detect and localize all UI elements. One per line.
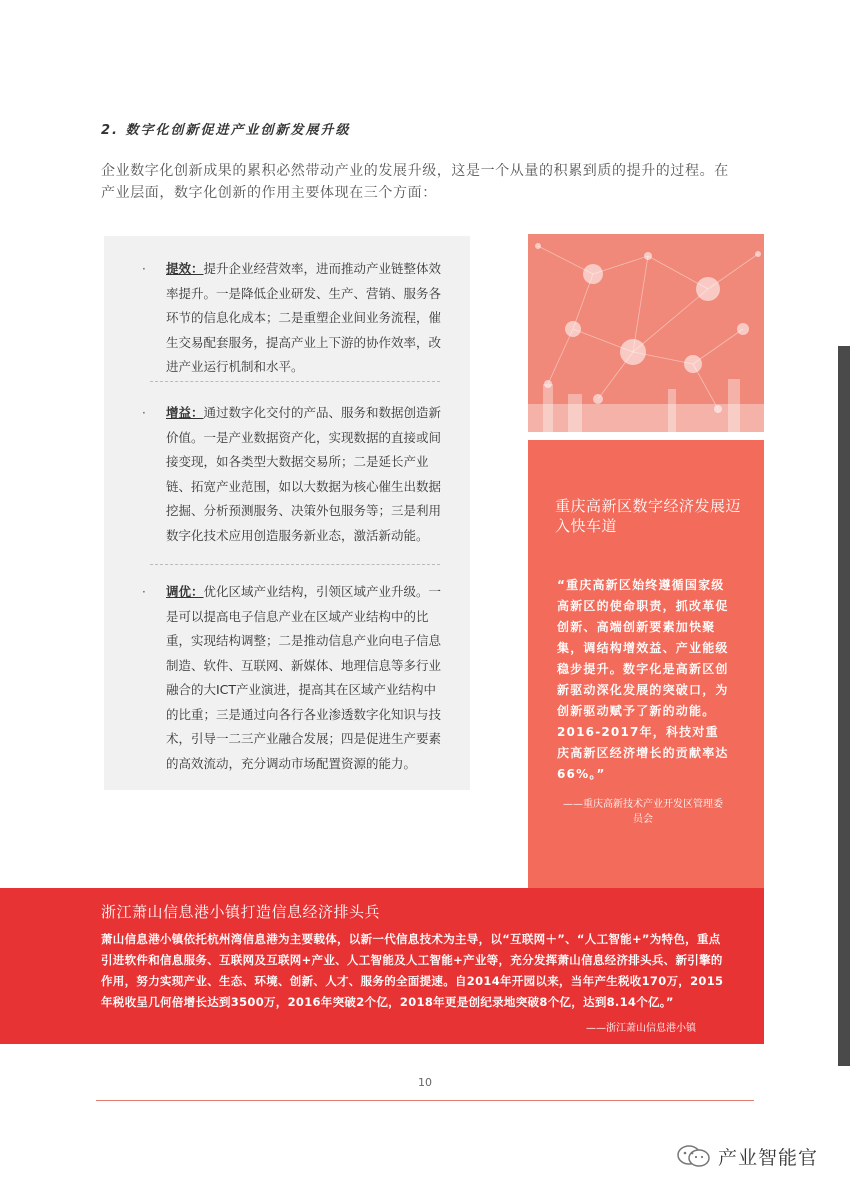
wechat-icon bbox=[676, 1144, 712, 1168]
page-edge-bar bbox=[838, 346, 850, 1066]
bullet-term: 增益： bbox=[166, 405, 204, 420]
divider bbox=[150, 381, 440, 382]
section-title: 2. 数字化创新促进产业创新发展升级 bbox=[101, 123, 351, 138]
case-title-zhejiang: 浙江萧山信息港小镇打造信息经济排头兵 bbox=[101, 903, 381, 921]
panel-tab bbox=[528, 432, 578, 440]
page-number: 10 bbox=[418, 1076, 432, 1089]
bullet-dot: · bbox=[142, 585, 146, 599]
case-title-chongqing: 重庆高新区数字经济发展迈入快车道 bbox=[555, 497, 742, 535]
network-graphic bbox=[528, 234, 764, 432]
footer-rule bbox=[96, 1100, 754, 1101]
bullet-dot: · bbox=[142, 262, 146, 276]
bullet-text: 优化区域产业结构，引领区域产业升级。一是可以提高电子信息产业在区域产业结构中的比重，实现结构调整；二是推动信息产业向电子信息制造、软件、互联网、新媒体、地理信息等多行业融合的大ICT产业演进，提高其在区域产业结构中的比重；三是通过向各行各业渗透数字化知识与技术，引导一二三产业融合发展；四是促进生产要素的高效流动，充分调动市场配置资源的能力。 bbox=[166, 584, 442, 771]
bullet-dot: · bbox=[142, 406, 146, 420]
case-attribution-zhejiang: ——浙江萧山信息港小镇 bbox=[586, 1023, 696, 1034]
bullet-value bbox=[142, 401, 446, 548]
intro-paragraph: 企业数字化创新成果的累积必然带动产业的发展升级，这是一个从量的积累到质的提升的过程。在产业层面，数字化创新的作用主要体现在三个方面： bbox=[101, 163, 729, 201]
divider bbox=[150, 564, 440, 565]
bullet-text: 通过数字化交付的产品、服务和数据创造新价值。一是产业数据资产化，实现数据的直接或间接变现，如各类型大数据交易所；二是延长产业链、拓宽产业范围，如以大数据为核心催生出数据挖掘、分析预测服务、决策外包服务等；三是利用数字化技术应用创造服务新业态，激活新动能。 bbox=[166, 405, 442, 543]
bullet-optimize bbox=[142, 580, 446, 776]
brand-watermark bbox=[676, 1141, 818, 1171]
case-attribution-chongqing: ——重庆高新技术产业开发区管理委员会 bbox=[563, 799, 723, 825]
network-illustration bbox=[528, 234, 764, 432]
bullet-term: 调优： bbox=[166, 584, 204, 599]
bullet-text: 提升企业经营效率，进而推动产业链整体效率提升。一是降低企业研发、生产、营销、服务各环节的信息化成本；二是重塑企业间业务流程，催生交易配套服务，提高产业上下游的协作效率，改进产业运行机制和水平。 bbox=[166, 261, 442, 374]
bullet-efficiency bbox=[142, 257, 446, 380]
bullet-term: 提效： bbox=[166, 261, 204, 276]
case-body-zhejiang: 萧山信息港小镇依托杭州湾信息港为主要载体，以新一代信息技术为主导，以“互联网＋”、“人工智能+”为特色，重点引进软件和信息服务、互联网及互联网+产业、人工智能及人工智能+产业等，充分发挥萧山信息经济排头兵、新引擎的作用，努力实现产业、生态、环境、创新、人才、服务的全面提速。自2014年开园以来，当年产生税收170万，2015年税收呈几何倍增长达到3500万，2016年突破2个亿，2018年更是创纪录地突破8个亿，达到8.14个亿。” bbox=[101, 932, 724, 1009]
brand-text: 产业智能官 bbox=[718, 1146, 819, 1169]
case-quote-chongqing: “重庆高新区始终遵循国家级高新区的使命职责，抓改革促创新、高端创新要素加快聚集，调结构增效益、产业能级稳步提升。数字化是高新区创新驱动深化发展的突破口，为创新驱动赋予了新的动能。2016-2017年，科技对重庆高新区经济增长的贡献率达66%。” bbox=[557, 578, 729, 781]
